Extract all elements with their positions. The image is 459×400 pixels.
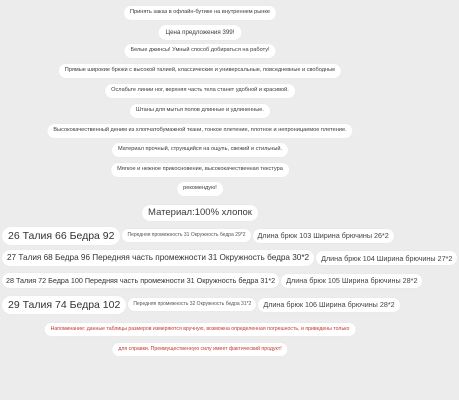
description-line-10: рекомендую! <box>177 182 223 196</box>
size-note-line-2: для справки. Преимущественную силу имеет фактический продукт! <box>112 343 287 356</box>
description-line-6: Штаны для мытья полов длинные и удлиненные. <box>130 104 270 118</box>
description-line-1: Принять заказ в офлайн-бутике на внутреннем рынке <box>124 6 276 20</box>
size-row-29 <box>2 296 402 314</box>
size-row-rise: Передняя промежность 31 Окружность бедра 29*2 <box>122 229 250 242</box>
description-line-8: Материал прочный, струящийся на ощупь, свежий и стильный. <box>112 143 288 157</box>
size-row-measurements: 26 Талия 66 Бедра 92 <box>2 227 120 245</box>
size-row-rise: Передняя промежность 32 Окружность бедра 31*2 <box>128 298 256 311</box>
description-line-9: Мягкое и нежное прикосновение, высококачественная текстура <box>111 163 289 177</box>
size-row-measurements: 29 Талия 74 Бедра 102 <box>2 296 126 314</box>
description-line-3: Белые джинсы! Умный способ добираться на работу! <box>124 44 275 58</box>
size-row-measurements: 28 Талия 72 Бедра 100 Передняя часть промежности 31 Окружность бедра 31*2 <box>2 273 279 288</box>
size-row-26 <box>2 227 396 245</box>
description-line-5: Ослабьте линии ног, верхняя часть тела станет удобной и красивой. <box>105 84 295 98</box>
size-row-length: Длина брюк 104 Ширина брючины 27*2 <box>316 251 457 265</box>
size-row-27 <box>2 250 459 266</box>
size-row-28 <box>2 273 424 289</box>
size-row-length: Длина брюк 106 Ширина брючины 28*2 <box>258 298 399 312</box>
size-note-line-1: Напоминание: данные таблицы размеров измеряются вручную, возможна определенная погрешность, и приведены только <box>45 323 356 336</box>
size-row-length: Длина брюк 105 Ширина брючины 28*2 <box>281 274 422 288</box>
size-row-measurements: 27 Талия 68 Бедра 96 Передняя часть промежности 31 Окружность бедра 30*2 <box>2 250 314 266</box>
description-line-2: Цена предложения 399! <box>159 25 242 40</box>
material-heading: Материал:100% хлопок <box>142 205 258 221</box>
description-line-4: Прямые широкие брюки с высокой талией, классические и универсальные, повседневные и свободные <box>59 64 341 78</box>
size-row-length: Длина брюк 103 Ширина брючины 26*2 <box>253 229 394 243</box>
description-line-7: Высококачественный деним из хлопчатобумажной ткани, тонкое плетение, плотное и непроницаемое плетение. <box>47 124 352 138</box>
